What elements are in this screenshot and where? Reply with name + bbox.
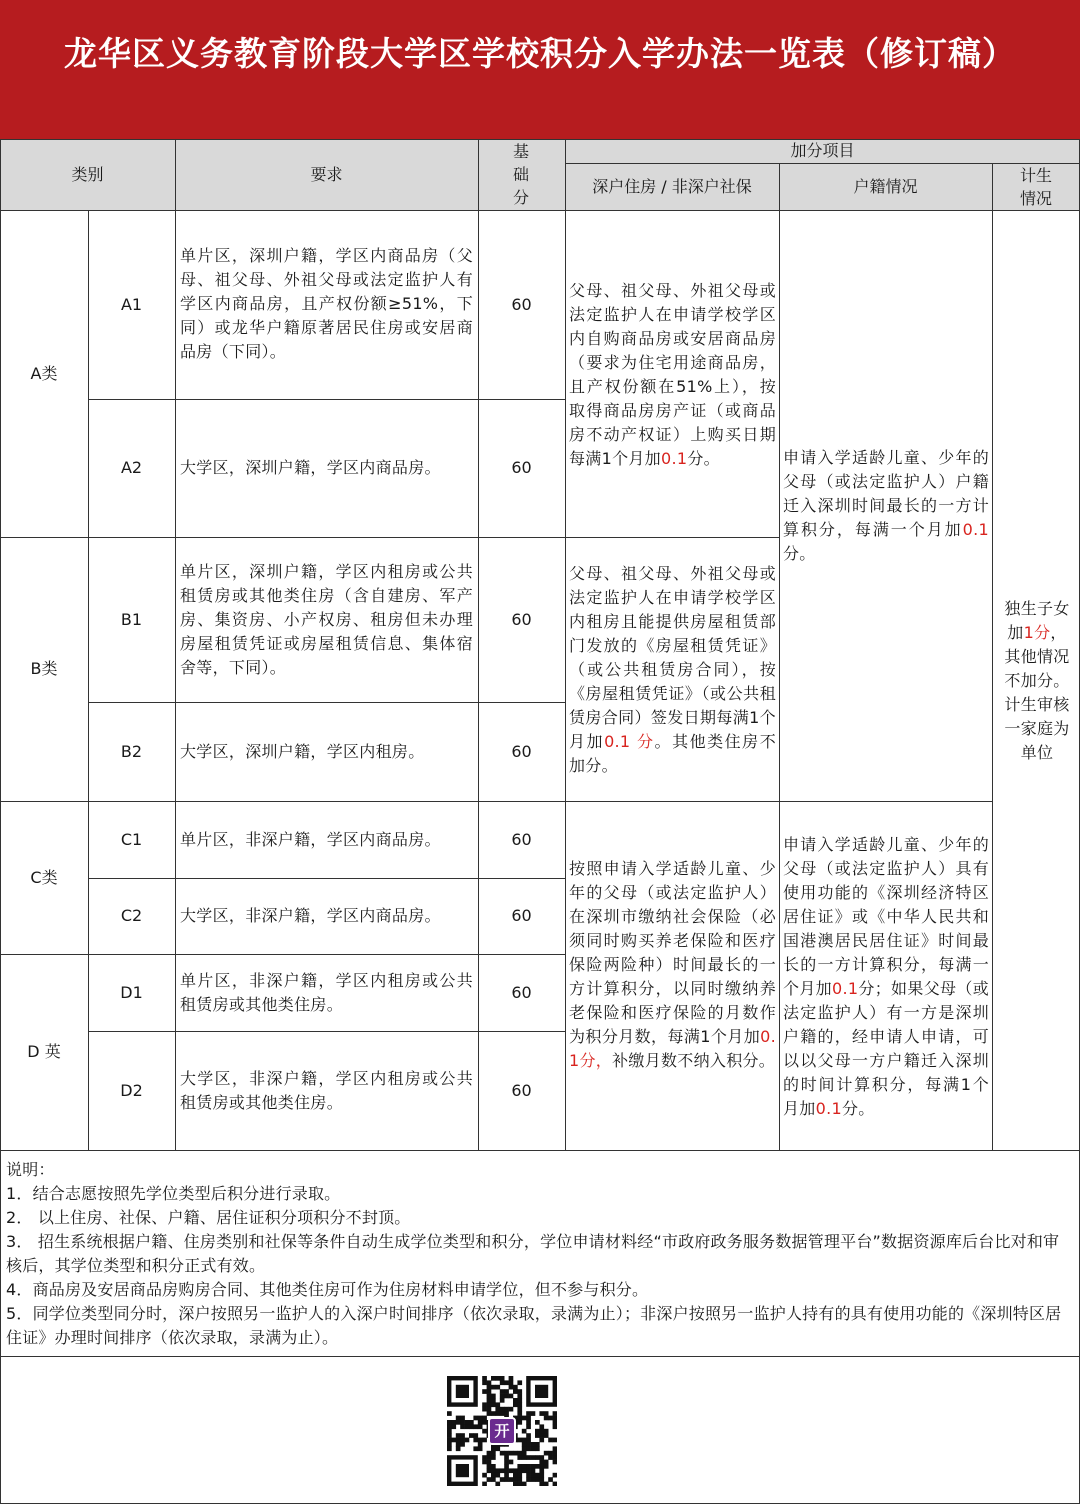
qr-module [478,1438,483,1443]
qr-module [447,1420,452,1425]
qr-module [482,1473,487,1478]
row-requirement: 单片区，深圳户籍，学区内租房或公共租赁房或其他类住房（含自建房、军产房、集资房、小产权房、租房但未办理房屋租赁凭证或房屋租赁信息、集体宿舍等，下同）。 [180,562,473,677]
group-label-b: B类 [30,659,58,678]
title-banner [0,0,1080,139]
qr-module [513,1389,518,1394]
qr-module [531,1464,536,1469]
row-code: A2 [120,458,143,477]
qr-module [544,1482,549,1486]
qr-module [482,1389,487,1394]
qr-module [482,1438,487,1443]
qr-module [513,1398,518,1403]
qr-module [544,1460,549,1465]
qr-module [465,1424,470,1429]
qr-module [553,1460,557,1465]
row-requirement: 大学区，深圳户籍，学区内商品房。 [180,458,441,477]
qr-module [535,1420,540,1425]
qr-module [548,1477,553,1482]
qr-module [522,1446,527,1451]
qr-module [517,1402,522,1407]
qr-module [482,1460,487,1465]
qr-module [535,1442,540,1447]
note-item: 5．同学位类型同分时，深户按照另一监护人的入深户时间排序（依次录取，录满为止）；非深户按照另一监护人持有的具有使用功能的《深圳特区居住证》办理时间排序（依次录取，录满为止）。 [6,1304,1062,1347]
qr-module [491,1385,496,1390]
qr-module [487,1411,492,1416]
note-item: 1．结合志愿按照先学位类型后积分进行录取。 [6,1184,341,1203]
qr-module [553,1424,557,1429]
qr-module [469,1420,474,1425]
qr-module [473,1416,478,1421]
row-requirement: 大学区，深圳户籍，学区内租房。 [180,742,425,761]
qr-module [478,1416,483,1421]
qr-module [447,1433,452,1438]
qr-module [491,1446,496,1451]
qr-module [495,1411,500,1416]
qr-module [553,1446,557,1451]
qr-module [517,1416,522,1421]
qr-module [495,1482,500,1486]
qr-module [487,1407,492,1412]
qr-module [447,1429,452,1434]
qr-module [535,1446,540,1451]
qr-module [526,1446,531,1451]
qr-module [482,1407,487,1412]
qr-module [500,1407,505,1412]
qr-module [482,1402,487,1407]
qr-module [495,1468,500,1473]
qr-module [478,1442,483,1447]
qr-module [517,1482,522,1486]
qr-module [460,1424,465,1429]
qr-module [482,1482,487,1486]
row-code: B1 [120,609,143,629]
qr-module [504,1477,509,1482]
qr-module [491,1477,496,1482]
qr-module [456,1385,469,1398]
qr-module [553,1455,557,1460]
qr-module [553,1482,557,1486]
qr-module [500,1394,505,1399]
qr-module [500,1389,505,1394]
qr-module [539,1438,544,1443]
row-base-score: 60 [511,829,532,849]
qr-module [522,1451,527,1456]
qr-module [517,1438,522,1443]
qr-module [526,1433,531,1438]
qr-module [487,1455,492,1460]
qr-module [495,1473,500,1478]
qr-module [487,1477,492,1482]
qr-module [531,1473,536,1478]
qr-module [539,1477,544,1482]
qr-module [478,1446,483,1451]
qr-module [500,1376,505,1381]
qr-module [487,1398,492,1403]
social-insurance-rule-cd: 按照申请入学适龄儿童、少年的父母（或法定监护人）在深圳市缴纳社会保险（必须同时购买养老保险和医疗保险两险种）时间最长的一方计算积分，以同时缴纳养老保险和医疗保险的月数作为积分月数，每满1个月加0.1分，补缴月数不纳入积分。 [569,859,776,1070]
qr-module [535,1385,548,1398]
qr-module [522,1455,527,1460]
qr-module [460,1416,465,1421]
header-housing: 深户住房 / 非深户社保 [592,176,752,196]
qr-module [495,1446,500,1451]
qr-module [526,1455,531,1460]
qr-module [500,1468,505,1473]
qr-module [509,1385,514,1390]
qr-module [517,1468,522,1473]
row-requirement: 单片区，非深户籍，学区内商品房。 [180,830,441,849]
qr-module [504,1473,509,1478]
qr-module [495,1407,500,1412]
qr-module [456,1433,461,1438]
qr-module [517,1407,522,1412]
qr-module [539,1468,544,1473]
qr-module [482,1376,487,1381]
qr-module [509,1477,514,1482]
row-base-score: 60 [511,609,532,629]
qr-module [513,1473,518,1478]
qr-module [522,1438,527,1443]
qr-module [517,1451,522,1456]
qr-module [487,1394,492,1399]
qr-module [539,1433,544,1438]
qr-module [504,1411,509,1416]
header-family-planning: 计生情况 [1019,165,1052,208]
grid-line [565,139,566,1150]
qr-module [495,1385,500,1390]
qr-module [456,1464,469,1477]
qr-module [491,1473,496,1478]
qr-module [500,1451,505,1456]
qr-module [535,1433,540,1438]
note-item: 3． 招生系统根据户籍、住房类别和社保等条件自动生成学位类型和积分，学位申请材料经“市政府政务服务数据管理平台”数据资源库后台比对和审核后，其学位类型和积分正式有效。 [6,1232,1060,1275]
qr-module [522,1429,527,1434]
qr-module [482,1420,487,1425]
qr-module [491,1394,496,1399]
qr-module [548,1451,553,1456]
group-label-a: A类 [30,363,58,383]
qr-module [482,1416,487,1421]
qr-module [495,1376,500,1381]
grid-line [0,1356,1080,1357]
qr-module [539,1482,544,1486]
row-requirement: 单片区，深圳户籍，学区内商品房（父母、祖父母、外祖父母或法定监护人有学区内商品房，且产权份额≥51%，下同）或龙华户籍原著居民住房或安居商品房（下同）。 [180,246,473,361]
qr-module [504,1468,509,1473]
qr-module [447,1424,452,1429]
qr-module [526,1424,531,1429]
header-category: 类别 [71,164,104,184]
qr-module [478,1420,483,1425]
header-requirement: 要求 [310,164,343,184]
row-base-score: 60 [511,982,532,1002]
qr-module [456,1446,461,1451]
qr-module [526,1477,531,1482]
qr-module [548,1438,553,1443]
qr-module [491,1464,496,1469]
qr-module [553,1438,557,1443]
qr-module [513,1451,518,1456]
qr-module [469,1433,474,1438]
grid-line [175,139,176,1150]
qr-module [526,1438,531,1443]
qr-module [482,1429,487,1434]
qr-module [447,1438,452,1443]
qr-module [504,1394,509,1399]
qr-module [465,1438,470,1443]
group-label-c: C类 [30,867,58,887]
qr-module [544,1411,549,1416]
qr-module [509,1394,514,1399]
qr-module [473,1433,478,1438]
qr-module [513,1385,518,1390]
header-bonus-items: 加分项目 [790,141,855,160]
qr-module [500,1411,505,1416]
qr-module [491,1451,496,1456]
qr-module [509,1376,514,1381]
qr-module [513,1477,518,1482]
qr-module [553,1416,557,1421]
qr-module [451,1420,456,1425]
qr-module [517,1477,522,1482]
qr-module [451,1438,456,1443]
qr-module [491,1398,496,1403]
qr-module [478,1424,483,1429]
grid-line [992,163,993,1150]
housing-rule-a: 父母、祖父母、外祖父母或法定监护人在申请学校学区内自购商品房或安居商品房（要求为住宅用途商品房，且产权份额在51%上），按取得商品房房产证（或商品房不动产权证）上购买日期每满1个月加0.1分。 [569,281,776,468]
qr-module [526,1411,531,1416]
row-base-score: 60 [511,906,532,925]
qr-module [460,1433,465,1438]
row-requirement: 大学区，非深户籍，学区内租房或公共租赁房或其他类住房。 [180,1069,473,1112]
qr-module [509,1380,514,1385]
row-requirement: 大学区，非深户籍，学区内商品房。 [180,906,441,925]
qr-module [531,1455,536,1460]
qr-module [460,1420,465,1425]
row-code: D2 [120,1080,143,1100]
qr-module [553,1451,557,1456]
qr-module [526,1464,531,1469]
qr-module [526,1468,531,1473]
qr-module [522,1416,527,1421]
qr-module [487,1464,492,1469]
grid-line [0,1150,1080,1151]
qr-module [465,1420,470,1425]
qr-module [535,1477,540,1482]
row-code: D1 [120,982,143,1002]
qr-module [539,1455,544,1460]
qr-module [456,1438,461,1443]
qr-module [544,1429,549,1434]
qr-module [544,1451,549,1456]
qr-module [535,1473,540,1478]
qr-module [539,1429,544,1434]
qr-module [531,1477,536,1482]
qr-module [473,1446,478,1451]
family-line: 其他情况不加分。计生审核一家庭为单位 [1004,647,1070,762]
grid-line [0,1503,1080,1504]
notes-section [6,1158,1070,1350]
qr-module [487,1460,492,1465]
qr-module [500,1380,505,1385]
row-code: A1 [120,294,143,314]
qr-module [531,1446,536,1451]
qr-module [487,1385,492,1390]
row-code: C2 [120,906,143,925]
qr-module [539,1473,544,1478]
qr-module [456,1420,461,1425]
qr-module [517,1398,522,1403]
residence-permit-rule-cd: 申请入学适龄儿童、少年的父母（或法定监护人）具有使用功能的《深圳经济特区居住证》或《中华人民共和国港澳居民居住证》时间最长的一方计算积分，每满一个月加0.1分；如果父母（或法定监护人）有一方是深圳户籍的，经申请人申请，可以以父母一方户籍迁入深圳的时间计算积分，每满1个月加0.1分。 [783,835,990,1118]
grid-line [565,163,1080,164]
qr-module [548,1455,553,1460]
qr-module [517,1464,522,1469]
qr-module [526,1442,531,1447]
qr-module [517,1420,522,1425]
qr-module [473,1438,478,1443]
family-line: 独生子女 [1004,599,1070,618]
notes-heading: 说明： [6,1160,55,1179]
qr-module [522,1442,527,1447]
qr-logo-icon: 开 [488,1417,516,1445]
qr-module [447,1411,452,1416]
qr-module [473,1424,478,1429]
qr-module [447,1442,452,1447]
row-base-score: 60 [511,1080,532,1100]
housing-rule-b: 父母、祖父母、外祖父母或法定监护人在申请学校学区内租房且能提供房屋租赁部门发放的《房屋租赁凭证》（或公共租赁房合同），按《房屋租赁凭证》（或公共租赁房合同）签发日期每满1个月加0.1 分。其他类住房不加分。 [569,564,776,775]
qr-module [504,1451,509,1456]
qr-module [526,1416,531,1421]
page-title: 龙华区义务教育阶段大学区学校积分入学办法一览表（修订稿） [64,34,1016,73]
qr-module [509,1460,514,1465]
family-planning-rule [1000,597,1074,765]
qr-module [504,1464,509,1469]
row-requirement: 单片区，非深户籍，学区内租房或公共租赁房或其他类住房。 [180,971,473,1014]
qr-module [531,1468,536,1473]
row-code: B2 [120,741,143,761]
qr-module [544,1464,549,1469]
qr-module [553,1411,557,1416]
qr-module [487,1402,492,1407]
qr-module [535,1464,540,1469]
qr-module [447,1446,452,1451]
row-code: C1 [120,829,143,849]
row-base-score: 60 [511,741,532,761]
qr-module [544,1416,549,1421]
qr-module [526,1473,531,1478]
qr-module [495,1402,500,1407]
qr-module [487,1389,492,1394]
qr-module [539,1411,544,1416]
qr-module [491,1411,496,1416]
qr-module [539,1460,544,1465]
qr-module [544,1433,549,1438]
qr-module [517,1473,522,1478]
qr-module [531,1442,536,1447]
qr-module [482,1455,487,1460]
qr-module [553,1420,557,1425]
qr-module [491,1376,496,1381]
qr-module [539,1424,544,1429]
qr-module [513,1468,518,1473]
qr-module [491,1468,496,1473]
qr-module [548,1416,553,1421]
qr-module [509,1407,514,1412]
qr-module [491,1402,496,1407]
qr-module [500,1398,505,1403]
qr-module [517,1455,522,1460]
row-base-score: 60 [511,458,532,477]
qr-module [451,1424,456,1429]
qr-module [460,1438,465,1443]
qr-module [553,1473,557,1478]
qr-module [487,1380,492,1385]
qr-module [504,1455,509,1460]
qr-module [531,1411,536,1416]
note-item: 4．商品房及安居商品房购房合同、其他类住房可作为住房材料申请学位，但不参与积分。 [6,1280,649,1299]
note-item: 2． 以上住房、社保、户籍、居住证积分项积分不封顶。 [6,1208,411,1227]
qr-module [522,1468,527,1473]
qr-module [535,1429,540,1434]
group-label-d: D 英 [27,1042,61,1061]
qr-module [500,1477,505,1482]
qr-module [509,1451,514,1456]
qr-module [509,1468,514,1473]
qr-module [482,1380,487,1385]
qr-module [522,1482,527,1486]
qr-module [491,1455,496,1460]
family-line: 加1分， [1007,623,1067,642]
qr-module [513,1482,518,1486]
header-hukou: 户籍情况 [853,176,918,196]
qr-module [504,1407,509,1412]
qr-module [517,1389,522,1394]
qr-module [504,1380,509,1385]
qr-module [522,1464,527,1469]
qr-module [460,1442,465,1447]
qr-module [513,1402,518,1407]
qr-module [535,1455,540,1460]
qr-module [504,1389,509,1394]
qr-module [456,1442,461,1447]
qr-module [487,1451,492,1456]
qr-module [517,1394,522,1399]
qr-module [517,1411,522,1416]
header-base-score: 基础分 [512,142,529,207]
hukou-rule-ab: 申请入学适龄儿童、少年的父母（或法定监护人）户籍迁入深圳时间最长的一方计算积分，每满一个月加0.1分。 [783,448,989,563]
row-base-score: 60 [511,294,532,314]
qr-module [487,1468,492,1473]
qr-module [526,1420,531,1425]
qr-code[interactable] [447,1376,557,1486]
qr-module [539,1464,544,1469]
grid-line [779,163,780,1150]
qr-module [517,1380,522,1385]
grid-line [0,139,1080,140]
qr-module [469,1424,474,1429]
qr-module [456,1416,461,1421]
qr-module [504,1460,509,1465]
